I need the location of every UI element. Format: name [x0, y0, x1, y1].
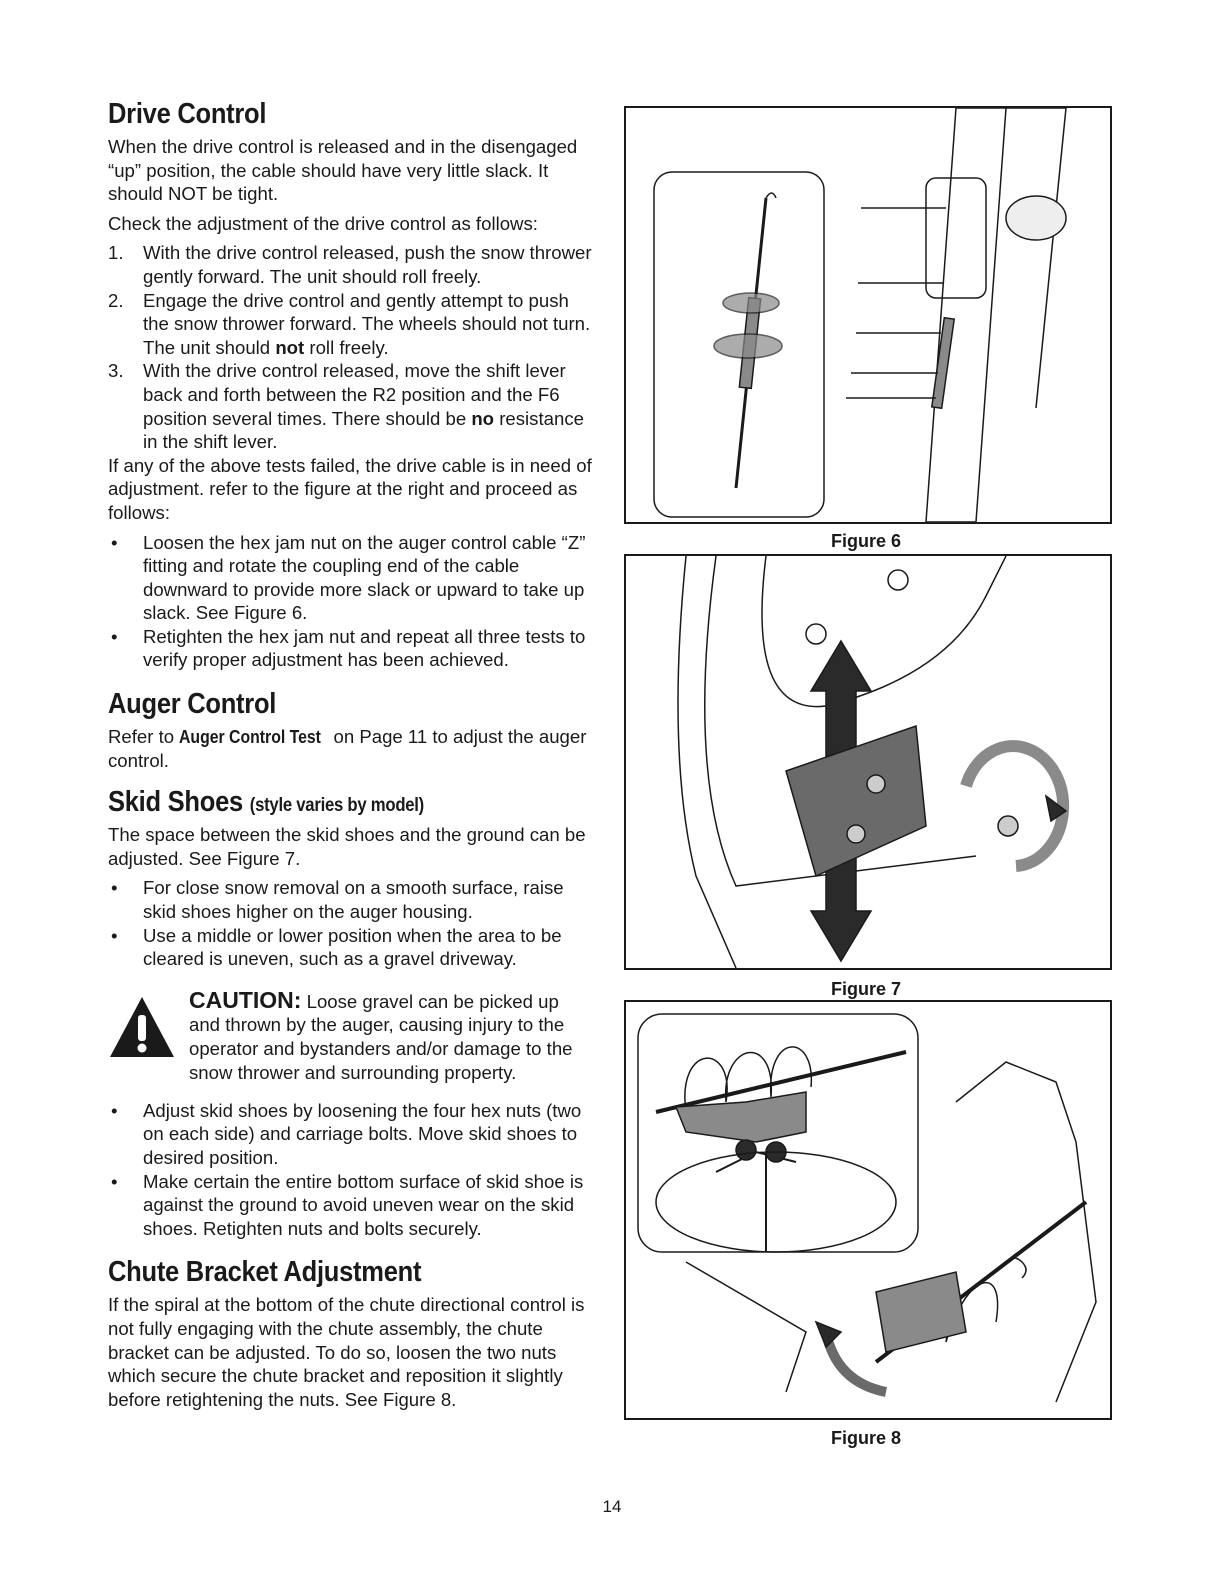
drive-control-section	[108, 98, 594, 672]
list-item: • Loosen the hex jam nut on the auger control cable “Z” fitting and rotate the coupling end of the cable downward to provide more slack or upward to take up slack. See Figure 6.	[111, 531, 586, 624]
step-emphasis: no	[471, 407, 495, 429]
chute-bracket-heading: Chute Bracket Adjustment	[108, 1256, 422, 1289]
page-number: 14	[602, 1497, 622, 1516]
drive-control-intro: When the drive control is released and in the disengaged “up” position, the cable should have very little slack. It should NOT be tight.	[108, 136, 578, 205]
skid-shoes-bullets	[108, 876, 594, 970]
list-item: • Make certain the entire bottom surface of skid shoe is against the ground to avoid uneven wear on the skid shoes. Retighten nuts and bolts securely.	[111, 1170, 584, 1239]
drive-control-steps	[108, 241, 594, 453]
figure-6-caption: Figure 6	[830, 531, 901, 551]
list-item: • Use a middle or lower position when the area to be cleared is uneven, such as a gravel driveway.	[111, 924, 562, 970]
figure-6-illustration	[624, 106, 1112, 524]
chute-bracket-text: If the spiral at the bottom of the chute directional control is not fully engaging with the chute assembly, the chute bracket can be adjusted. To do so, loosen the two nuts which secure the chute bracket and reposition it slightly before retightening the nuts. See Figure 8.	[108, 1294, 585, 1410]
step-number: 2.	[108, 289, 124, 311]
step-3	[108, 359, 594, 453]
step-number: 1.	[108, 242, 124, 264]
auger-control-section	[108, 688, 594, 772]
figure-7-caption: Figure 7	[830, 979, 901, 999]
caution-box	[108, 986, 594, 1089]
step-emphasis: not	[275, 336, 305, 358]
figure-7-illustration	[624, 554, 1112, 970]
drive-control-failed: If any of the above tests failed, the drive cable is in need of adjustment. refer to the figure at the right and proceed as follows:	[108, 454, 592, 523]
skid-shoes-section	[108, 786, 594, 1240]
drive-control-heading: Drive Control	[108, 98, 267, 130]
step-text-end: resistance in the shift lever.	[143, 407, 584, 453]
step-text-end: roll freely.	[304, 336, 389, 358]
list-item: • For close snow removal on a smooth surface, raise skid shoes higher on the auger housing.	[111, 877, 564, 923]
figure-8-illustration	[624, 1000, 1112, 1420]
skid-shoes-bullets-2	[108, 1099, 594, 1241]
skid-shoes-heading: Skid Shoes (style varies by model)	[108, 786, 424, 819]
warning-triangle-icon	[108, 995, 176, 1059]
figure-8-caption: Figure 8	[830, 1428, 901, 1448]
skid-shoes-subheading: (style varies by model)	[249, 795, 424, 817]
list-item: • Retighten the hex jam nut and repeat all three tests to verify proper adjustment has been achieved.	[111, 625, 586, 671]
step-number: 3.	[108, 360, 124, 382]
drive-control-bullets	[108, 531, 594, 673]
auger-control-text: Refer to Auger Control Test on Page 11 to adjust the auger control.	[108, 726, 587, 771]
skid-shoes-intro: The space between the skid shoes and the ground can be adjusted. See Figure 7.	[108, 824, 586, 869]
drive-control-check: Check the adjustment of the drive control as follows:	[108, 212, 538, 234]
auger-control-heading: Auger Control	[108, 688, 277, 721]
auger-control-test-ref: Auger Control Test	[179, 726, 322, 748]
caution-label: CAUTION:	[189, 986, 302, 1013]
step-text: With the drive control released, push the snow thrower gently forward. The unit should roll freely.	[143, 242, 592, 287]
left-column	[108, 98, 594, 1417]
list-item: • Adjust skid shoes by loosening the four hex nuts (two on each side) and carriage bolts. Move skid shoes to desired position.	[111, 1099, 582, 1168]
caution-text: CAUTION: Loose gravel can be picked up and thrown by the auger, causing injury to the operator and bystanders and/or damage to the snow thrower and surrounding property.	[189, 986, 573, 1083]
step-text: Engage the drive control and gently attempt to push the snow thrower forward. The wheels should not turn. The unit should	[143, 289, 591, 358]
step-2	[108, 289, 594, 360]
chute-bracket-section	[108, 1256, 594, 1411]
step-1	[108, 241, 594, 288]
step-text: With the drive control released, move the shift lever back and forth between the R2 position and the F6 position several times. There should be	[143, 360, 566, 429]
